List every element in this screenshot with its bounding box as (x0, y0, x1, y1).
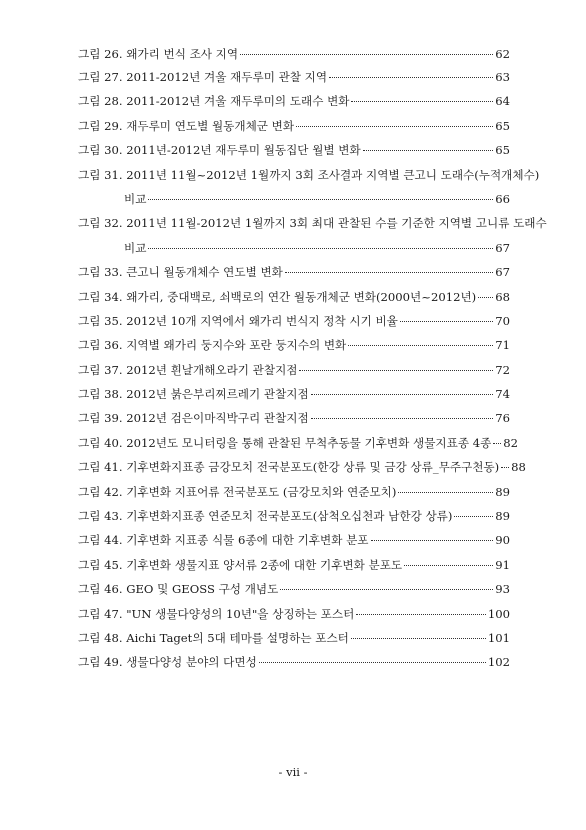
dot-leader (351, 638, 486, 639)
dot-leader (356, 614, 486, 615)
toc-page-number: 100 (487, 606, 510, 621)
toc-entry-label: 그림 49. 생물다양성 분야의 다면성 (78, 655, 257, 670)
toc-page-number: 65 (495, 143, 510, 158)
toc-entry-line (78, 167, 540, 193)
toc-page-number: 89 (495, 484, 510, 499)
toc-page-number: 63 (495, 70, 510, 84)
toc-page-number: 72 (495, 362, 510, 377)
toc-entry-line (78, 144, 510, 168)
toc-entry[interactable] (78, 364, 510, 388)
toc-entry-label: 그림 26. 왜가리 번식 조사 지역 (78, 47, 239, 61)
toc-entry[interactable] (78, 120, 510, 144)
dot-leader (404, 565, 493, 566)
toc-entry[interactable] (78, 534, 510, 558)
toc-entry[interactable] (78, 510, 510, 534)
dot-leader (348, 345, 493, 346)
toc-entry-line (78, 315, 510, 339)
toc-entry-label: 그림 33. 큰고니 월동개체수 연도별 변화 (78, 265, 283, 280)
dot-leader (299, 370, 493, 371)
toc-entry[interactable] (78, 144, 510, 168)
toc-page-number: 65 (495, 118, 510, 133)
toc-entry-label-cont: 비교 (124, 240, 147, 255)
toc-entry-line (78, 435, 519, 461)
toc-page-number: 68 (495, 289, 510, 304)
toc-entry-line (78, 632, 510, 656)
toc-entry[interactable] (78, 315, 510, 339)
toc-entry[interactable] (78, 559, 510, 583)
toc-page-number: 90 (495, 533, 510, 548)
toc-entry-line (78, 120, 510, 144)
toc-entry[interactable] (78, 632, 510, 656)
dot-leader (351, 101, 493, 102)
toc-entry-line (78, 266, 510, 290)
dot-leader (296, 126, 493, 127)
toc-entry[interactable] (78, 412, 510, 436)
dot-leader (148, 199, 493, 200)
toc-page-number: 71 (495, 338, 510, 353)
toc-entry-label: 그림 34. 왜가리, 중대백로, 쇠백로의 연간 월동개체군 변화(2000년~2012년) (78, 289, 477, 304)
toc-entry-line (78, 291, 510, 315)
toc-entry[interactable] (78, 167, 540, 218)
toc-entry-label: 그림 35. 2012년 10개 지역에서 왜가리 번식지 정착 시기 비율 (78, 313, 398, 328)
toc-page-number: 89 (495, 509, 510, 524)
toc-page-number: 64 (495, 94, 510, 109)
toc-entry-label: 그림 45. 기후변화 생물지표 양서류 2종에 대한 기후변화 분포도 (78, 557, 403, 572)
toc-page-number: 101 (487, 630, 510, 645)
toc-entry-line (78, 95, 510, 119)
dot-leader (493, 443, 501, 444)
toc-entry[interactable] (78, 486, 510, 510)
toc-entry-label: 그림 32. 2011년 11월-2012년 1월까지 3회 최대 관찰된 수를 기준한 지역별 고니류 도래수 (78, 216, 547, 231)
dot-leader (280, 589, 493, 590)
dot-leader (311, 418, 494, 419)
dot-leader (478, 297, 493, 298)
dot-leader (285, 272, 493, 273)
toc-entry[interactable] (78, 266, 510, 290)
toc-page-number: 67 (495, 240, 510, 255)
toc-entry-label: 그림 31. 2011년 11월~2012년 1월까지 3회 조사결과 지역별 큰고니 도래수(누적개체수) (78, 167, 540, 182)
table-of-figures (78, 47, 547, 681)
toc-entry-line (78, 364, 510, 388)
toc-entry-line (78, 71, 510, 95)
toc-entry-label-cont: 비교 (124, 191, 147, 206)
toc-entry[interactable] (78, 388, 510, 412)
toc-entry-line (78, 486, 510, 510)
toc-entry-label: 그림 41. 기후변화지표종 금강모치 전국분포도(한강 상류 및 금강 상류_무주구천동) (78, 460, 500, 475)
dot-leader (363, 150, 494, 151)
toc-page-number: 62 (495, 47, 510, 61)
toc-page-number: 70 (495, 313, 510, 328)
toc-entry[interactable] (78, 95, 510, 119)
toc-entry-label: 그림 30. 2011년-2012년 재두루미 월동집단 월별 변화 (78, 143, 361, 158)
toc-entry[interactable] (78, 71, 510, 95)
toc-entry-label: 그림 43. 기후변화지표종 연준모치 전국분포도(삼척오십천과 남한강 상류) (78, 509, 453, 524)
page-number-footer: - vii - (278, 765, 308, 779)
toc-entry-line (78, 510, 510, 534)
toc-entry-line (78, 460, 526, 485)
dot-leader (371, 540, 494, 541)
toc-entry[interactable] (78, 656, 510, 680)
toc-entry[interactable] (78, 460, 526, 485)
toc-entry-line (78, 412, 510, 436)
toc-entry-line (78, 559, 510, 583)
dot-leader (400, 321, 493, 322)
toc-entry-continuation (78, 242, 510, 266)
toc-entry-label: 그림 47. "UN 생물다양성의 10년"을 상징하는 포스터 (78, 606, 355, 621)
toc-entry[interactable] (78, 216, 547, 266)
toc-entry-label: 그림 44. 기후변화 지표종 식물 6종에 대한 기후변화 분포 (78, 533, 369, 548)
toc-entry-label: 그림 46. GEO 및 GEOSS 구성 개념도 (78, 582, 279, 597)
toc-page-number: 91 (495, 557, 510, 572)
toc-page-number: 76 (495, 411, 510, 426)
toc-entry-label: 그림 29. 재두루미 연도별 월동개체군 변화 (78, 118, 295, 133)
dot-leader (501, 467, 509, 468)
toc-entry[interactable] (78, 435, 519, 461)
toc-entry-label: 그림 36. 지역별 왜가리 둥지수와 포란 둥지수의 변화 (78, 338, 347, 353)
dot-leader (311, 394, 494, 395)
toc-entry-line (78, 48, 510, 71)
dot-leader (240, 54, 493, 55)
toc-entry[interactable] (78, 608, 510, 632)
toc-page-number: 102 (487, 655, 510, 670)
toc-entry-line (78, 388, 510, 412)
toc-entry-label: 그림 28. 2011-2012년 겨울 재두루미의 도래수 변화 (78, 94, 350, 109)
toc-entry[interactable] (78, 291, 510, 315)
toc-entry-label: 그림 27. 2011-2012년 겨울 재두루미 관찰 지역 (78, 70, 328, 84)
toc-page-number: 82 (503, 435, 519, 450)
toc-entry-label: 그림 48. Aichi Taget의 5대 테마를 설명하는 포스터 (78, 630, 349, 645)
toc-entry-label: 그림 40. 2012년도 모니터링을 통해 관찰된 무척추동물 기후변화 생물지표종 4종 (78, 435, 492, 450)
toc-entry-line (78, 583, 510, 607)
toc-entry-line (78, 608, 510, 632)
toc-entry-label: 그림 39. 2012년 검은이마직박구리 관찰지점 (78, 411, 309, 426)
toc-entry-label: 그림 42. 기후변화 지표어류 전국분포도 (금강모치와 연준모치) (78, 484, 397, 499)
toc-entry-line (78, 534, 510, 558)
toc-entry-label: 그림 37. 2012년 흰날개해오라기 관찰지점 (78, 362, 298, 377)
dot-leader (454, 516, 493, 517)
toc-entry[interactable] (78, 583, 510, 607)
toc-page-number: 67 (495, 265, 510, 280)
toc-entry-line (78, 339, 510, 363)
dot-leader (259, 662, 486, 663)
dot-leader (148, 248, 493, 249)
toc-entry[interactable] (78, 339, 510, 363)
toc-page-number: 66 (495, 191, 510, 206)
toc-page-number: 88 (511, 460, 526, 475)
toc-entry-label: 그림 38. 2012년 붉은부리찌르레기 관찰지점 (78, 387, 309, 402)
toc-page-number: 93 (495, 582, 510, 597)
toc-entry[interactable] (78, 48, 510, 71)
dot-leader (398, 492, 493, 493)
toc-page-number: 74 (495, 387, 510, 402)
toc-entry-continuation (78, 193, 510, 217)
toc-entry-line (78, 216, 547, 241)
toc-entry-line (78, 656, 510, 680)
dot-leader (329, 77, 493, 78)
